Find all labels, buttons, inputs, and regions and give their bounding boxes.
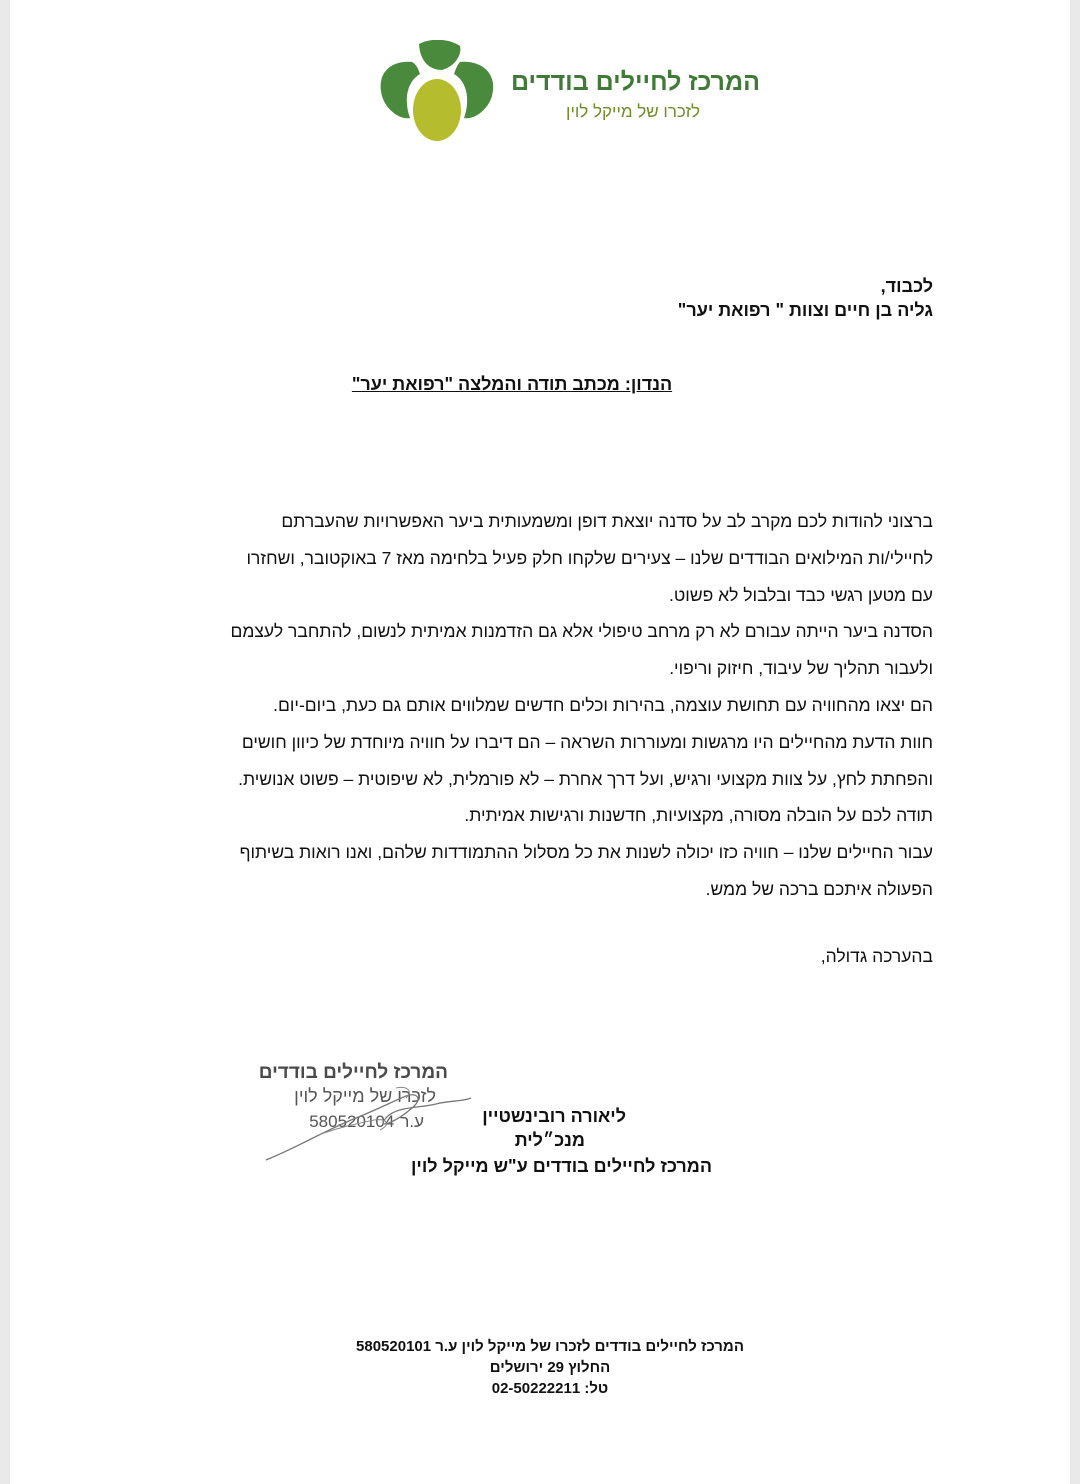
stamp-memorial-line: לזכרו של מייקל לוין bbox=[294, 1086, 436, 1106]
body-line: הסדנה ביער הייתה עבורם לא רק מרחב טיפולי אלא גם הזדמנות אמיתית לנשום, להתחבר לעצמם bbox=[230, 621, 933, 642]
recipient-salutation: לכבוד, bbox=[880, 276, 933, 296]
footer-org-line: המרכז לחיילים בודדים לזכרו של מייקל לוין ע.ר 580520101 bbox=[356, 1338, 744, 1355]
stamp-reg-number: 580520104 bbox=[309, 1112, 395, 1131]
body-line: עבור החיילים שלנו – חוויה כזו יכולה לשנות את כל מסלול ההתמודדות שלהם, ואנו רואות בשיתוף bbox=[239, 842, 933, 863]
body-line: ולעבור תהליך של עיבוד, חיזוק וריפוי. bbox=[669, 658, 933, 679]
logo-title: המרכז לחיילים בודדים bbox=[511, 68, 760, 96]
logo-subtitle: לזכרו של מייקל לוין bbox=[566, 102, 700, 121]
stamp-reg-label: ע.ר bbox=[400, 1112, 424, 1131]
signer-name: ליאורה רובינשטיין bbox=[482, 1106, 626, 1126]
organization-logo bbox=[372, 40, 762, 150]
footer-address: החלוץ 29 ירושלים bbox=[489, 1359, 611, 1376]
body-line: ברצוני להודות לכם מקרב לב על סדנה יוצאת דופן ומשמעותית ביער האפשרויות שהעברתם bbox=[281, 511, 933, 531]
body-line: הם יצאו מהחוויה עם תחושת עוצמה, בהירות וכלים חדשים שמלווים אותם גם כעת, ביום-יום. bbox=[273, 694, 933, 715]
signer-block bbox=[360, 1106, 720, 1182]
letter-footer bbox=[300, 1336, 800, 1399]
body-line: הפעולה איתכם ברכה של ממש. bbox=[705, 878, 933, 899]
letter-closing: בהערכה גדולה, bbox=[820, 946, 933, 966]
leaves-fruit-icon bbox=[372, 40, 498, 146]
body-line: והפחתת לחץ, על צוות מקצועי ורגיש, ועל דרך אחרת – לא פורמלית, לא שיפוטית – פשוט אנושית. bbox=[238, 768, 933, 789]
letter-subject: הנדון: מכתב תודה והמלצה "רפואת יער" bbox=[351, 374, 673, 394]
recipient-block bbox=[433, 274, 933, 322]
recipient-name: גליה בן חיים וצוות " רפואת יער" bbox=[677, 300, 933, 320]
body-line: תודה לכם על הובלה מסורה, מקצועיות, חדשנות ורגישות אמיתית. bbox=[464, 805, 933, 826]
signer-organization: המרכז לחיילים בודדים ע"ש מייקל לוין bbox=[410, 1156, 712, 1176]
footer-phone: טל: 02-50222211 bbox=[491, 1380, 609, 1397]
letter-body bbox=[133, 503, 933, 908]
signer-role: מנכ״לית bbox=[514, 1130, 585, 1150]
letter-page bbox=[10, 0, 1070, 1484]
body-line: עם מטען רגשי כבד ובלבול לא פשוט. bbox=[668, 584, 933, 605]
body-line: לחיילי/ות המילואים הבודדים שלנו – צעירים שלקחו חלק פעיל בלחימה מאז 7 באוקטובר, ושחזרו bbox=[246, 547, 933, 568]
body-line: חוות הדעת מהחיילים היו מרגשות ומעוררות השראה – הם דיברו על חוויה מיוחדת של כיוון חושים bbox=[241, 731, 933, 752]
stamp-org-name: המרכז לחיילים בודדים bbox=[258, 1062, 448, 1083]
